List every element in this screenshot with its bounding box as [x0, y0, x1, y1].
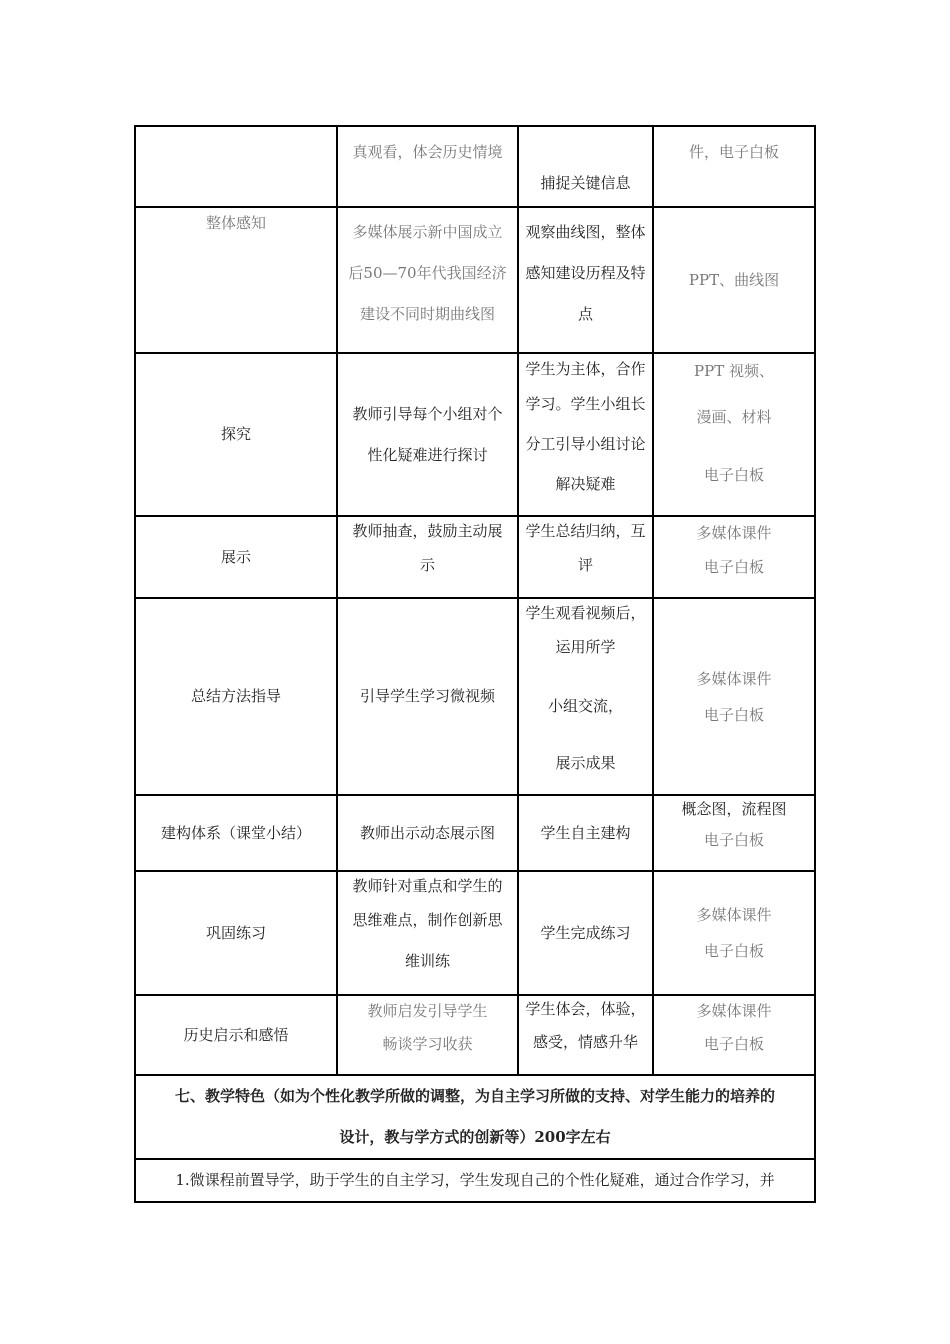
student-activity-cell: 捕捉关键信息 — [518, 126, 653, 207]
student-activity-cell: 学生总结归纳，互 评 — [518, 516, 653, 598]
table-row — [135, 795, 815, 871]
media-cell: 多媒体课件 电子白板 — [653, 598, 815, 795]
student-activity-cell: 观察曲线图，整体 感知建设历程及特 点 — [518, 207, 653, 353]
media-cell: 多媒体课件 电子白板 — [653, 516, 815, 598]
stage-cell: 巩固练习 — [135, 871, 337, 995]
stage-cell: 历史启示和感悟 — [135, 995, 337, 1075]
media-cell: 多媒体课件 电子白板 — [653, 871, 815, 995]
section-body-row — [135, 1159, 815, 1202]
student-activity-cell: 学生为主体，合作 学习。学生小组长 分工引导小组讨论 解决疑难 — [518, 353, 653, 516]
teacher-activity-cell: 教师出示动态展示图 — [337, 795, 518, 871]
media-cell: 概念图，流程图 电子白板 — [653, 795, 815, 871]
teacher-activity-cell: 教师引导每个小组对个 性化疑难进行探讨 — [337, 353, 518, 516]
teacher-activity-cell: 教师启发引导学生 畅谈学习收获 — [337, 995, 518, 1075]
table-row — [135, 598, 815, 795]
table-row — [135, 516, 815, 598]
table-row — [135, 871, 815, 995]
table-row — [135, 353, 815, 516]
stage-cell: 建构体系（课堂小结） — [135, 795, 337, 871]
teacher-activity-cell: 多媒体展示新中国成立 后50—70年代我国经济 建设不同时期曲线图 — [337, 207, 518, 353]
teacher-activity-cell: 教师抽查，鼓励主动展 示 — [337, 516, 518, 598]
stage-cell: 探究 — [135, 353, 337, 516]
media-cell: 多媒体课件 电子白板 — [653, 995, 815, 1075]
stage-cell: 展示 — [135, 516, 337, 598]
teacher-activity-cell: 教师针对重点和学生的 思维难点，制作创新思 维训练 — [337, 871, 518, 995]
stage-cell: 总结方法指导 — [135, 598, 337, 795]
stage-cell: 整体感知 — [135, 207, 337, 353]
lesson-plan-table — [134, 125, 816, 1203]
teacher-activity-cell: 真观看，体会历史情境 — [337, 126, 518, 207]
student-activity-cell: 学生完成练习 — [518, 871, 653, 995]
teacher-activity-cell: 引导学生学习微视频 — [337, 598, 518, 795]
media-cell: PPT、曲线图 — [653, 207, 815, 353]
media-cell: PPT 视频、 漫画、材料 电子白板 — [653, 353, 815, 516]
student-activity-cell: 学生体会，体验， 感受，情感升华 — [518, 995, 653, 1075]
student-activity-cell: 学生自主建构 — [518, 795, 653, 871]
section-7-body: 1.微课程前置导学，助于学生的自主学习，学生发现自己的个性化疑难，通过合作学习，并 — [135, 1159, 815, 1202]
stage-cell — [135, 126, 337, 207]
media-cell: 件，电子白板 — [653, 126, 815, 207]
table-row — [135, 995, 815, 1075]
student-activity-cell: 学生观看视频后， 运用所学 小组交流， 展示成果 — [518, 598, 653, 795]
section-heading-row — [135, 1075, 815, 1159]
table-row — [135, 207, 815, 353]
section-7-heading: 七、教学特色（如为个性化教学所做的调整，为自主学习所做的支持、对学生能力的培养的 设计，教与学方式的创新等）200字左右 — [135, 1075, 815, 1159]
table-row — [135, 126, 815, 207]
